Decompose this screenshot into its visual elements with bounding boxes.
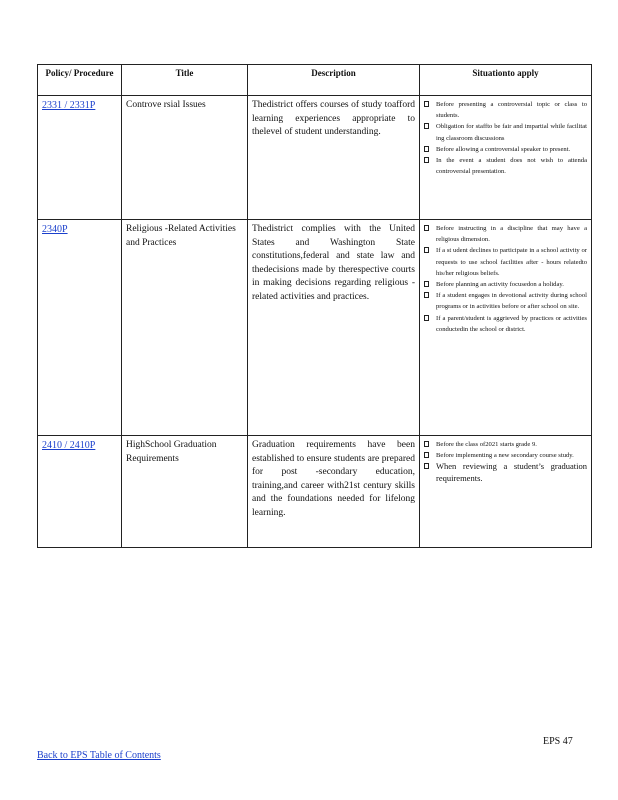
situation-list <box>424 99 587 177</box>
bullet-box-icon <box>424 157 429 163</box>
situation-item: Before implementing a new secondary course study. <box>424 450 587 461</box>
table-header-row <box>38 65 592 96</box>
bullet-box-icon <box>424 247 429 253</box>
policy-title: HighSchool Graduation Requirements <box>122 436 248 548</box>
header-description: Description <box>248 65 420 96</box>
bullet-box-icon <box>424 225 429 231</box>
situation-item: Before allowing a controversial speaker to present. <box>424 144 587 155</box>
situation-item: Before planning an activity focusedon a holiday. <box>424 279 587 290</box>
bullet-box-icon <box>424 452 429 458</box>
bullet-box-icon <box>424 101 429 107</box>
back-to-contents-link[interactable]: Back to EPS Table of Contents <box>37 750 161 761</box>
situation-item: Before instructing in a discipline that may have a religious dimension. <box>424 223 587 245</box>
policy-description: Graduation requirements have been established to ensure students are prepared for post -secondary education, training,and career with21st century skills and the foundations needed for lifelong learning. <box>248 436 420 548</box>
policy-link-2331[interactable]: 2331 / 2331P <box>42 100 96 111</box>
situation-item: In the event a student does not wish to attenda controversial presentation. <box>424 155 587 177</box>
policy-title: Religious -Related Activities and Practices <box>122 220 248 436</box>
bullet-box-icon <box>424 146 429 152</box>
situation-item: Before the class of2021 starts grade 9. <box>424 439 587 450</box>
situation-item: When reviewing a student’s graduation requirements. <box>424 461 587 483</box>
table-row <box>38 436 592 548</box>
bullet-box-icon <box>424 292 429 298</box>
header-title: Title <box>122 65 248 96</box>
bullet-box-icon <box>424 281 429 287</box>
header-policy: Policy/ Procedure <box>38 65 122 96</box>
situation-cell <box>420 436 592 548</box>
table-row <box>38 220 592 436</box>
policy-description: Thedistrict offers courses of study toafford learning experiences appropriate to thelevel of student understanding. <box>248 96 420 220</box>
situation-item: Obligation for staffto be fair and impartial while facilitat ing classroom discussions <box>424 121 587 143</box>
bullet-box-icon <box>424 441 429 447</box>
situation-item: If a student engages in devotional activity during school programs or in activities before or after school on site. <box>424 290 587 312</box>
bullet-box-icon <box>424 315 429 321</box>
policy-link-2410[interactable]: 2410 / 2410P <box>42 440 96 451</box>
situation-list <box>424 223 587 335</box>
bullet-box-icon <box>424 463 429 469</box>
policy-title: Controve rsial Issues <box>122 96 248 220</box>
situation-cell <box>420 96 592 220</box>
situation-item: Before presenting a controversial topic or class to students. <box>424 99 587 121</box>
policy-description: Thedistrict complies with the United States and Washington State constitutions,federal and state law and thedecisions made by therespective courts in making decisions regarding religious -related activities and practices. <box>248 220 420 436</box>
policy-table <box>37 64 592 548</box>
header-situation: Situationto apply <box>420 65 592 96</box>
situation-item: If a parent/student is aggrieved by practices or activities conductedin the school or district. <box>424 313 587 335</box>
situation-cell <box>420 220 592 436</box>
situation-item: If a st udent declines to participate in a school activity or requests to use school facilities after - hours relatedto his/her religious beliefs. <box>424 245 587 279</box>
situation-list <box>424 439 587 484</box>
bullet-box-icon <box>424 123 429 129</box>
page-number: EPS 47 <box>543 736 573 747</box>
policy-link-2340[interactable]: 2340P <box>42 224 68 235</box>
table-row <box>38 96 592 220</box>
